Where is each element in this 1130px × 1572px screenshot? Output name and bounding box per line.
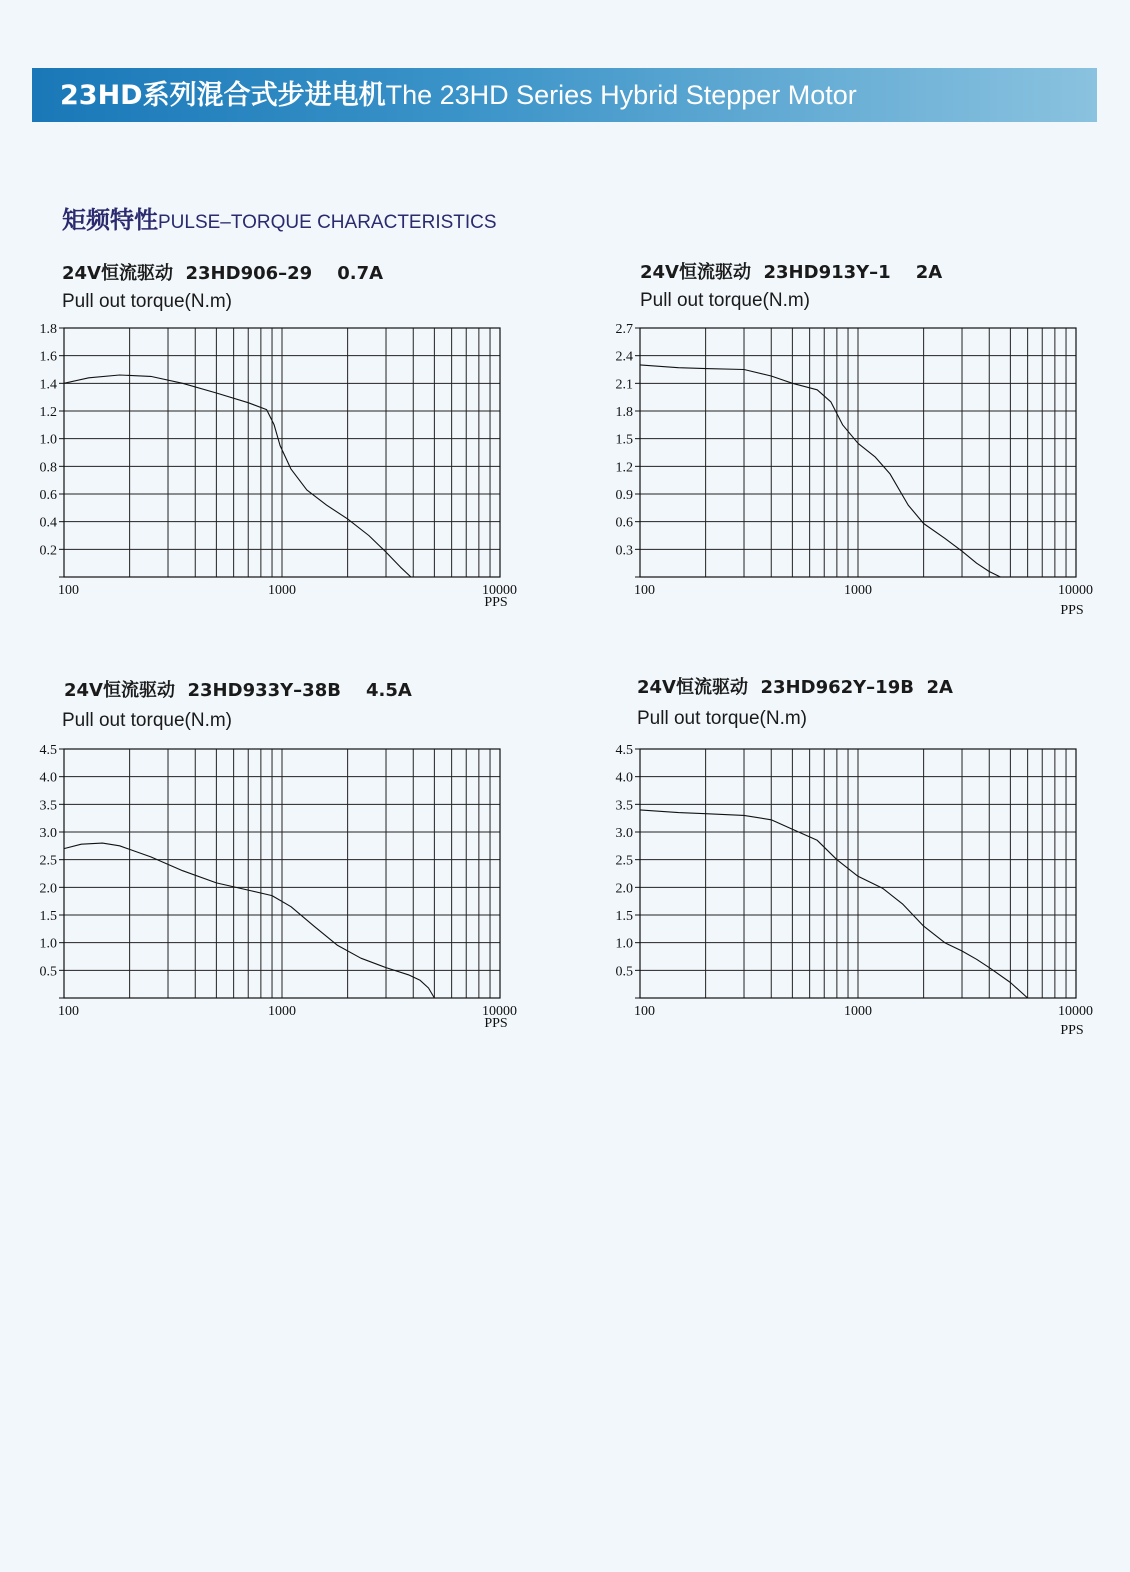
y-tick-label: 0.9 (615, 488, 633, 503)
y-tick-label: 1.5 (615, 909, 633, 924)
page-title-zh: 23HD系列混合式步进电机 (60, 80, 386, 111)
y-tick-label: 3.5 (615, 798, 633, 814)
y-tick-label: 4.5 (615, 743, 633, 758)
y-tick-label: 1.0 (39, 936, 57, 952)
y-tick-label: 1.2 (39, 405, 57, 420)
y-tick-label: 1.4 (39, 377, 57, 393)
torque-curve (64, 375, 411, 577)
chart-y-axis-label: Pull out torque(N.m) (637, 708, 808, 729)
y-tick-label: 1.5 (615, 432, 633, 448)
y-tick-label: 3.0 (615, 826, 633, 841)
y-tick-label: 1.0 (615, 936, 633, 952)
y-tick-label: 0.5 (615, 964, 633, 980)
torque-curve (64, 843, 434, 998)
y-tick-label: 0.8 (39, 460, 57, 476)
y-tick-label: 1.5 (39, 909, 57, 924)
y-tick-label: 2.7 (615, 322, 633, 337)
section-title-zh: 矩频特性 (62, 206, 158, 234)
y-tick-label: 4.0 (39, 770, 57, 786)
y-tick-label: 1.0 (39, 432, 57, 448)
y-tick-label: 2.0 (39, 881, 57, 897)
y-tick-label: 2.5 (615, 853, 633, 869)
torque-chart (595, 316, 1101, 618)
page-title-en: The 23HD Series Hybrid Stepper Motor (385, 80, 857, 110)
x-tick-label: 1000 (844, 1004, 872, 1019)
torque-curve (640, 810, 1028, 998)
torque-chart (19, 316, 525, 615)
x-axis-label: PPS (1060, 603, 1084, 618)
x-axis-label: PPS (1060, 1023, 1084, 1038)
torque-chart (595, 737, 1101, 1036)
chart-y-axis-label: Pull out torque(N.m) (62, 291, 233, 312)
y-tick-label: 2.4 (615, 349, 633, 365)
chart-title: 24V恒流驱动 23HD933Y–38B 4.5A (64, 680, 412, 701)
y-tick-label: 0.5 (39, 964, 57, 980)
y-tick-label: 2.0 (615, 881, 633, 897)
x-axis-label: PPS (484, 595, 508, 610)
chart-title: 24V恒流驱动 23HD962Y–19B 2A (637, 677, 953, 698)
y-tick-label: 0.6 (615, 515, 633, 531)
x-tick-label: 10000 (1058, 583, 1093, 598)
x-tick-label: 100 (634, 583, 655, 598)
x-tick-label: 100 (58, 583, 79, 598)
chart-y-axis-label: Pull out torque(N.m) (62, 710, 233, 731)
y-tick-label: 2.5 (39, 853, 57, 869)
x-tick-label: 1000 (268, 1004, 296, 1019)
x-tick-label: 1000 (268, 583, 296, 598)
x-tick-label: 100 (634, 1004, 655, 1019)
page-title (60, 78, 857, 113)
y-tick-label: 1.2 (615, 460, 633, 476)
y-tick-label: 3.0 (39, 826, 57, 841)
y-tick-label: 0.6 (39, 488, 57, 503)
y-tick-label: 4.0 (615, 770, 633, 786)
torque-chart (19, 737, 525, 1036)
x-axis-label: PPS (484, 1016, 508, 1031)
x-tick-label: 10000 (482, 1004, 517, 1019)
y-tick-label: 1.6 (39, 349, 57, 365)
y-tick-label: 0.2 (39, 543, 57, 559)
chart-title: 24V恒流驱动 23HD913Y–1 2A (640, 262, 943, 283)
y-tick-label: 0.4 (39, 515, 57, 531)
x-tick-label: 100 (58, 1004, 79, 1019)
y-tick-label: 3.5 (39, 798, 57, 814)
y-tick-label: 0.3 (615, 543, 633, 559)
x-tick-label: 10000 (1058, 1004, 1093, 1019)
torque-curve (640, 365, 1000, 577)
x-tick-label: 10000 (482, 583, 517, 598)
chart-y-axis-label: Pull out torque(N.m) (640, 290, 811, 311)
chart-title: 24V恒流驱动 23HD906–29 0.7A (62, 263, 384, 284)
x-tick-label: 1000 (844, 583, 872, 598)
header-banner (32, 68, 1097, 122)
y-tick-label: 1.8 (39, 322, 57, 337)
y-tick-label: 4.5 (39, 743, 57, 758)
y-tick-label: 2.1 (615, 377, 633, 393)
section-title (62, 200, 497, 235)
section-title-en: PULSE–TORQUE CHARACTERISTICS (158, 212, 497, 233)
y-tick-label: 1.8 (615, 405, 633, 420)
